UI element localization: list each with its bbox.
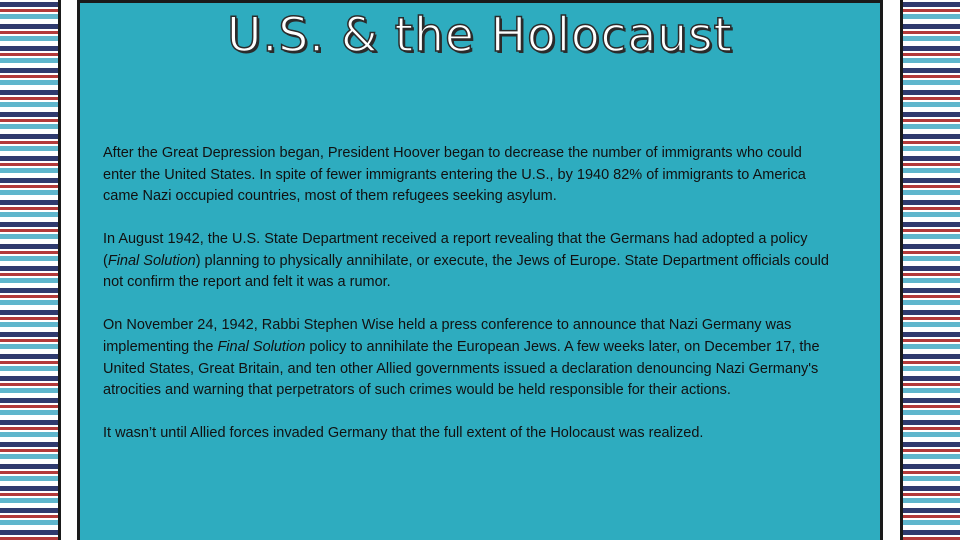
final-solution-term: Final Solution: [217, 338, 306, 355]
paragraph-1-text: After the Great Depression began, President Hoover began to decrease the number of immigrants who could enter the United States. In spite of fewer immigrants entering the U.S., by 1940 82% of immigrants to America came Nazi occupied countries, most of them refugees seeking asylum.: [103, 145, 806, 205]
paragraph-3-text-b: policy to annihilate the European Jews. A few weeks later, on December 17, the United States, Great Britain, and ten other Allied governments issued a declaration denouncing Nazi Germany's atrocities and warning that perpetrators of such crimes would be held responsible for their actions.: [103, 338, 820, 399]
paragraph-3: [103, 315, 833, 401]
final-solution-term: Final Solution: [107, 252, 196, 269]
paragraph-2: [103, 229, 833, 294]
right-stripe-border: [903, 0, 960, 540]
paragraph-2-text-b: ) planning to physically annihilate, or execute, the Jews of Europe. State Department officials could not confirm the report and felt it was a rumor.: [103, 252, 829, 291]
slide-title: U.S. & the Holocaust: [227, 8, 733, 63]
left-frame-bar: [58, 0, 80, 540]
paragraph-2-text-a: In August 1942, the U.S. State Department received a report revealing that the Germans had adopted a policy (: [103, 231, 808, 269]
left-stripe-border: [0, 0, 58, 540]
paragraph-4-text: It wasn’t until Allied forces invaded Germany that the full extent of the Holocaust was realized.: [103, 425, 704, 442]
slide-body: [103, 143, 833, 466]
right-frame-bar: [880, 0, 903, 540]
paragraph-3-text-a: On November 24, 1942, Rabbi Stephen Wise held a press conference to announce that Nazi Germany was implementing the: [103, 317, 792, 355]
paragraph-1: [103, 143, 833, 208]
paragraph-4: [103, 423, 833, 445]
